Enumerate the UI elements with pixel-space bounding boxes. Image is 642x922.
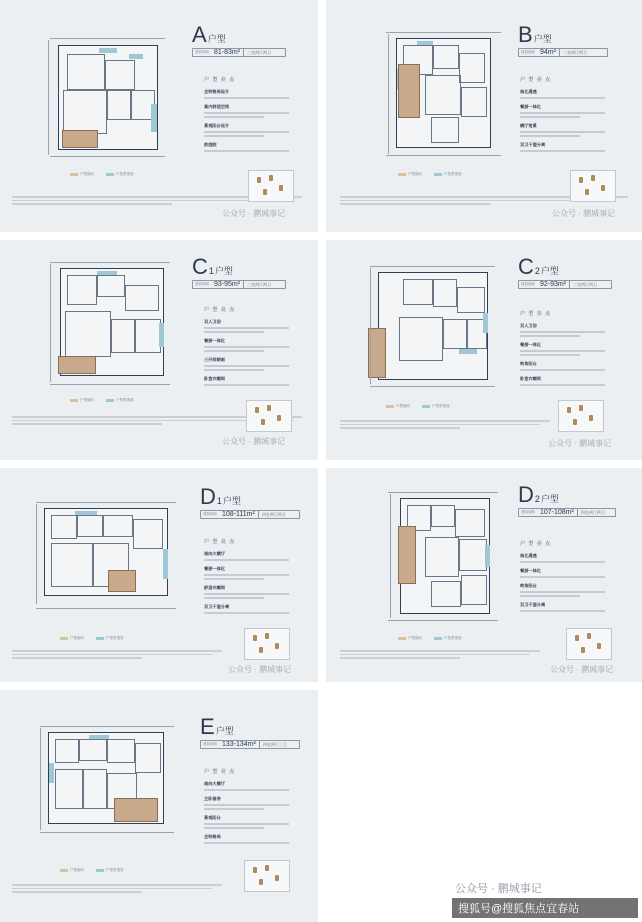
area-tag: 建筑面积 107-108m² 四室两厅两卫 — [518, 508, 616, 517]
balcony — [108, 570, 136, 592]
bottom-watermark: 公众号 · 鹏城事记 — [455, 883, 542, 895]
section-title: 户 型 亮 点 — [520, 77, 552, 83]
feature-list: 南向大横厅 主卧套房 景观阳台 全明格局 — [204, 776, 294, 844]
section-title: 户 型 亮 点 — [204, 769, 236, 775]
balcony — [62, 130, 98, 148]
source-banner: 搜狐号@搜狐焦点宜春站 — [452, 898, 638, 918]
legend: 户型朝向 户型景观面 — [70, 398, 134, 403]
unit-title: E户型 — [200, 714, 234, 739]
legend: 户型朝向 户型景观面 — [398, 636, 462, 641]
notes-text — [12, 650, 222, 661]
area-tag: 建筑面积 94m² 三室两厅两卫 — [518, 48, 608, 57]
area-tag: 建筑面积 92-93m² 三室两厅两卫 — [518, 280, 612, 289]
legend: 户型朝向 户型景观面 — [398, 172, 462, 177]
site-plan-icon — [570, 170, 616, 202]
feature-list: 南北通透 餐厨一体化 横厅宽景 双卫干湿分离 — [520, 84, 610, 152]
legend: 户型朝向 户型景观面 — [60, 868, 124, 873]
balcony — [398, 526, 416, 584]
floor-plan-drawing — [44, 508, 168, 596]
watermark: 公众号 · 鹏城事记 — [548, 439, 612, 448]
watermark: 公众号 · 鹏城事记 — [552, 209, 616, 218]
balcony — [114, 798, 158, 822]
area-tag: 建筑面积 93-95m² 三室两厅两卫 — [192, 280, 286, 289]
feature-list: 南北通透 餐厨一体化 转角阳台 双卫干湿分离 — [520, 548, 610, 612]
site-plan-icon — [566, 628, 612, 660]
section-title: 户 型 亮 点 — [204, 77, 236, 83]
unit-title: D2户型 — [518, 482, 559, 507]
site-plan-icon — [558, 400, 604, 432]
watermark: 公众号 · 鹏城事记 — [222, 437, 286, 446]
notes-text — [340, 650, 540, 661]
area-tag: 建筑面积 81-83m² 三室两厅两卫 — [192, 48, 286, 57]
site-plan-icon — [246, 400, 292, 432]
floorplan-card-B — [326, 0, 642, 232]
legend: 户型朝向 户型景观面 — [60, 636, 124, 641]
unit-title: A户型 — [192, 22, 226, 47]
floorplan-card-D2 — [326, 468, 642, 682]
balcony — [398, 64, 420, 118]
section-title: 户 型 亮 点 — [520, 311, 552, 317]
section-title: 户 型 亮 点 — [520, 541, 552, 547]
unit-title: B户型 — [518, 22, 552, 47]
floorplan-card-C2 — [326, 240, 642, 460]
watermark: 公众号 · 鹏城事记 — [228, 665, 292, 674]
area-tag: 建筑面积 133-134m² 四室两厅三卫 — [200, 740, 300, 749]
feature-list: 双人卫浴 餐厨一体化 三开间朝南 卧室衣帽间 — [204, 314, 294, 386]
floor-plan-drawing — [378, 272, 488, 380]
site-plan-icon — [248, 170, 294, 202]
legend: 户型朝向 户型景观面 — [70, 172, 134, 177]
balcony — [58, 356, 96, 374]
feature-list: 双人卫浴 餐厨一体化 转角阳台 卧室衣帽间 — [520, 318, 610, 386]
legend: 户型朝向 户型景观面 — [386, 404, 450, 409]
site-plan-icon — [244, 860, 290, 892]
notes-text — [340, 420, 550, 431]
feature-list: 南向大横厅 餐厨一体化 舒适衣帽间 双卫干湿分离 — [204, 546, 294, 614]
unit-title: C2户型 — [518, 254, 559, 279]
feature-list: 全明格局设计 套内舒适空间 景观阳台设计 前庭院 — [204, 84, 294, 152]
section-title: 户 型 亮 点 — [204, 307, 236, 313]
floorplan-card-A — [0, 0, 318, 232]
section-title: 户 型 亮 点 — [204, 539, 236, 545]
unit-title: D1户型 — [200, 484, 241, 509]
floorplan-card-E — [0, 690, 318, 922]
watermark: 公众号 · 鹏城事记 — [550, 665, 614, 674]
watermark: 公众号 · 鹏城事记 — [222, 209, 286, 218]
site-plan-icon — [244, 628, 290, 660]
floorplan-card-C1 — [0, 240, 318, 460]
floorplan-card-D1 — [0, 468, 318, 682]
notes-text — [12, 884, 222, 895]
unit-title: C1户型 — [192, 254, 233, 279]
area-tag: 建筑面积 108-111m² 四室两厅两卫 — [200, 510, 300, 519]
